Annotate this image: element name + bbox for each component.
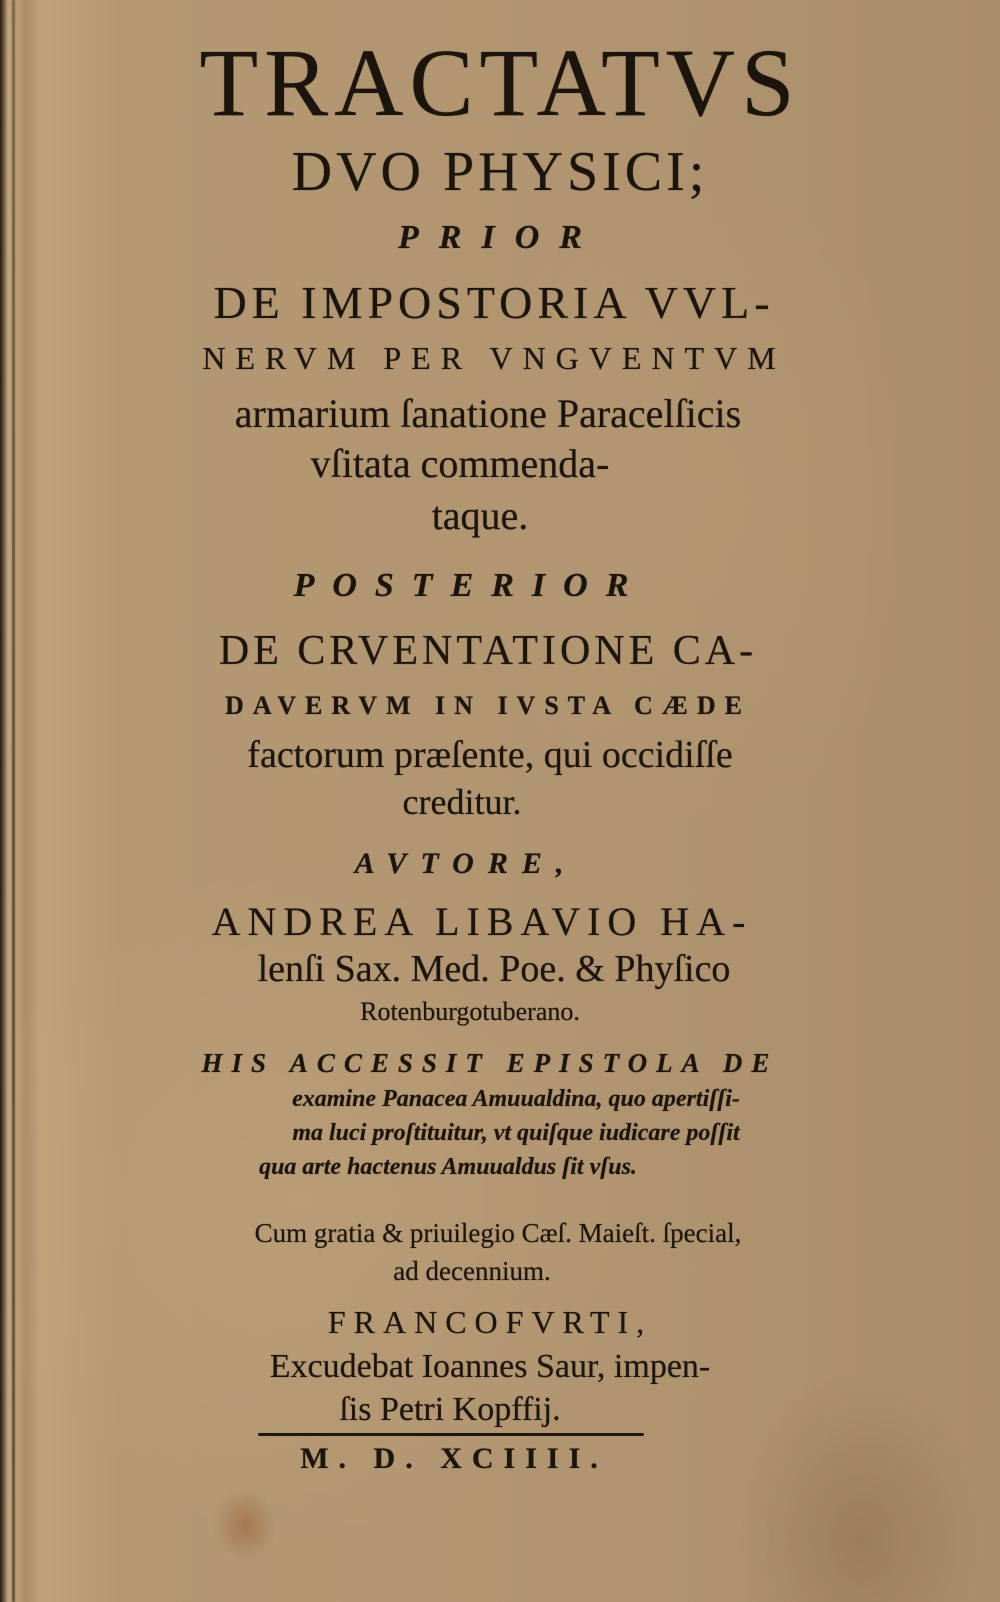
part-one-line: NERVM PER VNGVENTVM <box>202 340 786 376</box>
imprint-year: M. D. XCIIII. <box>300 1442 608 1475</box>
imprint-city: FRANCOFVRTI, <box>327 1304 653 1340</box>
part-one-line: taque. <box>431 493 529 538</box>
appendix-line: ma luci proſtituitur, vt quiſque iudicare poſſit <box>292 1120 740 1146</box>
imprint-publisher: ſis Petri Kopffij. <box>339 1391 561 1428</box>
author-credentials: lenſi Sax. Med. Poe. & Phyſico <box>257 948 731 990</box>
part-two-line: DE CRVENTATIONE CA- <box>218 628 758 674</box>
part-two-line: creditur. <box>402 782 522 822</box>
horizontal-rule <box>258 1433 644 1436</box>
main-title: TRACTATVS <box>199 29 801 136</box>
part-two-heading: POSTERIOR <box>293 567 647 604</box>
subtitle: DVO PHYSICI; <box>291 141 709 203</box>
author-name: ANDREA LIBAVIO HA- <box>211 899 753 944</box>
privilege-line: ad decennium. <box>393 1256 551 1286</box>
part-one-line: DE IMPOSTORIA VVL- <box>213 277 775 328</box>
appendix-line: qua arte hactenus Amuualdus ſit vſus. <box>259 1154 637 1180</box>
appendix-line: HIS ACCESSIT EPISTOLA DE <box>201 1048 779 1078</box>
appendix-line: examine Panacea Amuualdina, quo apertiſſi- <box>292 1086 740 1112</box>
privilege-line: Cum gratia & priuilegio Cæſ. Maieſt. ſpecial, <box>254 1218 742 1248</box>
part-two-line: DAVERVM IN IVSTA CÆDE <box>225 691 751 720</box>
author-town: Rotenburgotuberano. <box>360 997 580 1026</box>
imprint-printer: Excudebat Ioannes Saur, impen- <box>269 1348 711 1385</box>
part-one-heading: PRIOR <box>398 219 602 256</box>
part-one-line: vſitata commenda- <box>310 441 610 486</box>
author-label: AVTORE, <box>354 847 578 880</box>
part-one-line: armarium ſanatione Paracelſicis <box>234 391 742 436</box>
part-two-line: factorum præſente, qui occidiſſe <box>247 734 733 776</box>
